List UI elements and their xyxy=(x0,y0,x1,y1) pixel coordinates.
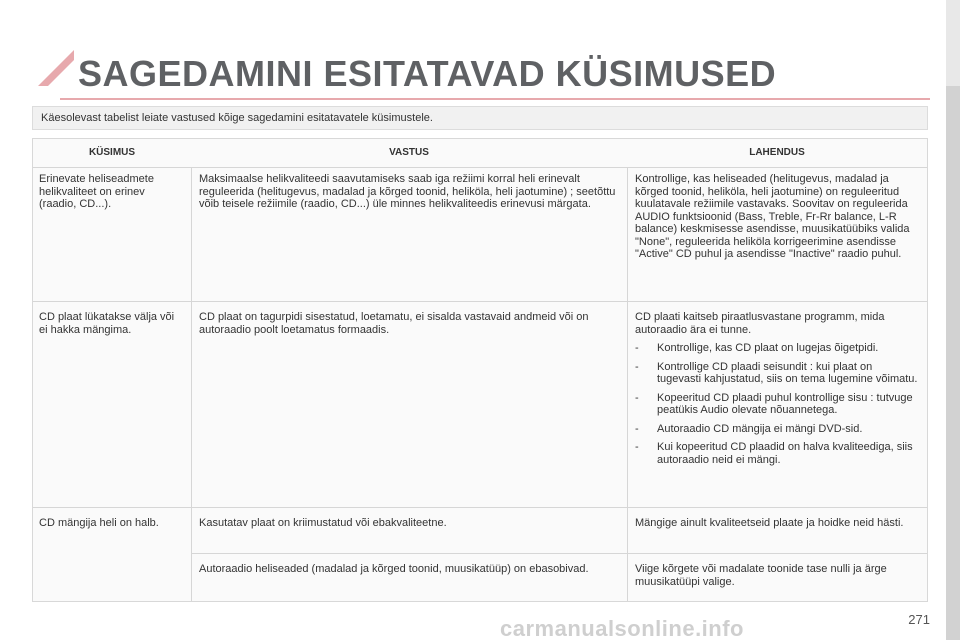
row2-solution xyxy=(635,311,919,466)
page-title: SAGEDAMINI ESITATAVAD KÜSIMUSED xyxy=(78,53,777,94)
header-solution: LAHENDUS xyxy=(749,147,805,158)
page-edge-tab xyxy=(946,0,960,86)
row1-question: Erinevate heliseadmete helikvaliteet on erinev (raadio, CD...). xyxy=(39,173,154,210)
row4-answer: Autoraadio heliseaded (madalad ja kõrged toonid, muusikatüüp) on ebasobivad. xyxy=(199,563,589,575)
bullet-dash: - xyxy=(635,360,639,373)
list-item xyxy=(635,392,919,417)
list-item xyxy=(635,361,919,386)
intro-text: Käesolevast tabelist leiate vastused kõige sagedamini esitatavatele küsimustele. xyxy=(32,106,928,130)
title-underline xyxy=(60,98,930,100)
row-divider xyxy=(191,553,927,554)
bullet-dash: - xyxy=(635,422,639,435)
list-item-text: Kopeeritud CD plaadi puhul kontrollige sisu : tutvuge peatükis Audio olevate nõuannetega. xyxy=(657,391,913,416)
list-item-text: Kontrollige, kas CD plaat on lugejas õigetpidi. xyxy=(657,342,879,354)
page-edge-bar xyxy=(946,0,960,640)
header-question: KÜSIMUS xyxy=(88,147,136,158)
row-divider xyxy=(33,167,927,168)
row3-question: CD mängija heli on halb. xyxy=(39,517,159,529)
title-accent-icon xyxy=(36,48,76,88)
row2-question: CD plaat lükatakse välja või ei hakka mängima. xyxy=(39,311,175,336)
list-item-text: Kontrollige CD plaadi seisundit : kui plaat on tugevasti kahjustatud, siis on tema lugemine võimatu. xyxy=(657,360,918,385)
list-item xyxy=(635,423,919,436)
row1-solution: Kontrollige, kas heliseaded (helitugevus, madalad ja kõrged toonid, heliköla, heli jaotumine) on reguleeritud kuulatavale režiimile vastavaks. Soovitav on reguleerida AUDIO funktsioonid (Bass, Treble, Fr-Rr balance, L-R balance) keskmisesse asendisse, muusikatüübiks valida "None", reguleerida heliköla korrigeerimine asendisse "Active" CD puhul ja asendisse "Inactive" raadio puhul. xyxy=(635,173,910,260)
list-item xyxy=(635,342,919,355)
column-divider xyxy=(627,167,628,601)
list-item-text: Autoraadio CD mängija ei mängi DVD-sid. xyxy=(657,422,863,435)
bullet-dash: - xyxy=(635,441,639,453)
row3-answer: Kasutatav plaat on kriimustatud või ebakvaliteetne. xyxy=(199,517,447,529)
row3-solution: Mängige ainult kvaliteetseid plaate ja hoidke neid hästi. xyxy=(635,517,904,529)
page-number: 271 xyxy=(908,612,930,627)
row-divider xyxy=(33,301,927,302)
list-item-text: Kui kopeeritud CD plaadid on halva kvaliteediga, siis autoraadio neid ei mängi. xyxy=(657,441,913,466)
row2-answer: CD plaat on tagurpidi sisestatud, loetamatu, ei sisalda vastavaid andmeid või on autoraadio poolt loetamatus formaadis. xyxy=(199,311,589,336)
row4-solution: Viige kõrgete või madalate toonide tase nulli ja ärge muusikatüüpi valige. xyxy=(635,563,887,588)
row-divider xyxy=(33,507,927,508)
bullet-dash: - xyxy=(635,342,639,354)
faq-table xyxy=(32,138,928,602)
header-answer: VASTUS xyxy=(389,147,429,158)
watermark: carmanualsonline.info xyxy=(500,616,744,641)
bullet-dash: - xyxy=(635,391,639,404)
column-divider xyxy=(191,167,192,601)
row2-solution-intro: CD plaati kaitseb piraatlusvastane programm, mida autoraadio ära ei tunne. xyxy=(635,311,885,336)
list-item xyxy=(635,441,919,466)
row1-answer: Maksimaalse helikvaliteedi saavutamiseks saab iga režiimi korral heli erinevalt reguleerida (helitugevus, madalad ja kõrged toonid, heliköla, heli jaotumine) ; seetõttu võib teisele režiimile (raadio, CD...) üle minnes helikvaliteedis erinevusi märgata. xyxy=(199,173,616,210)
